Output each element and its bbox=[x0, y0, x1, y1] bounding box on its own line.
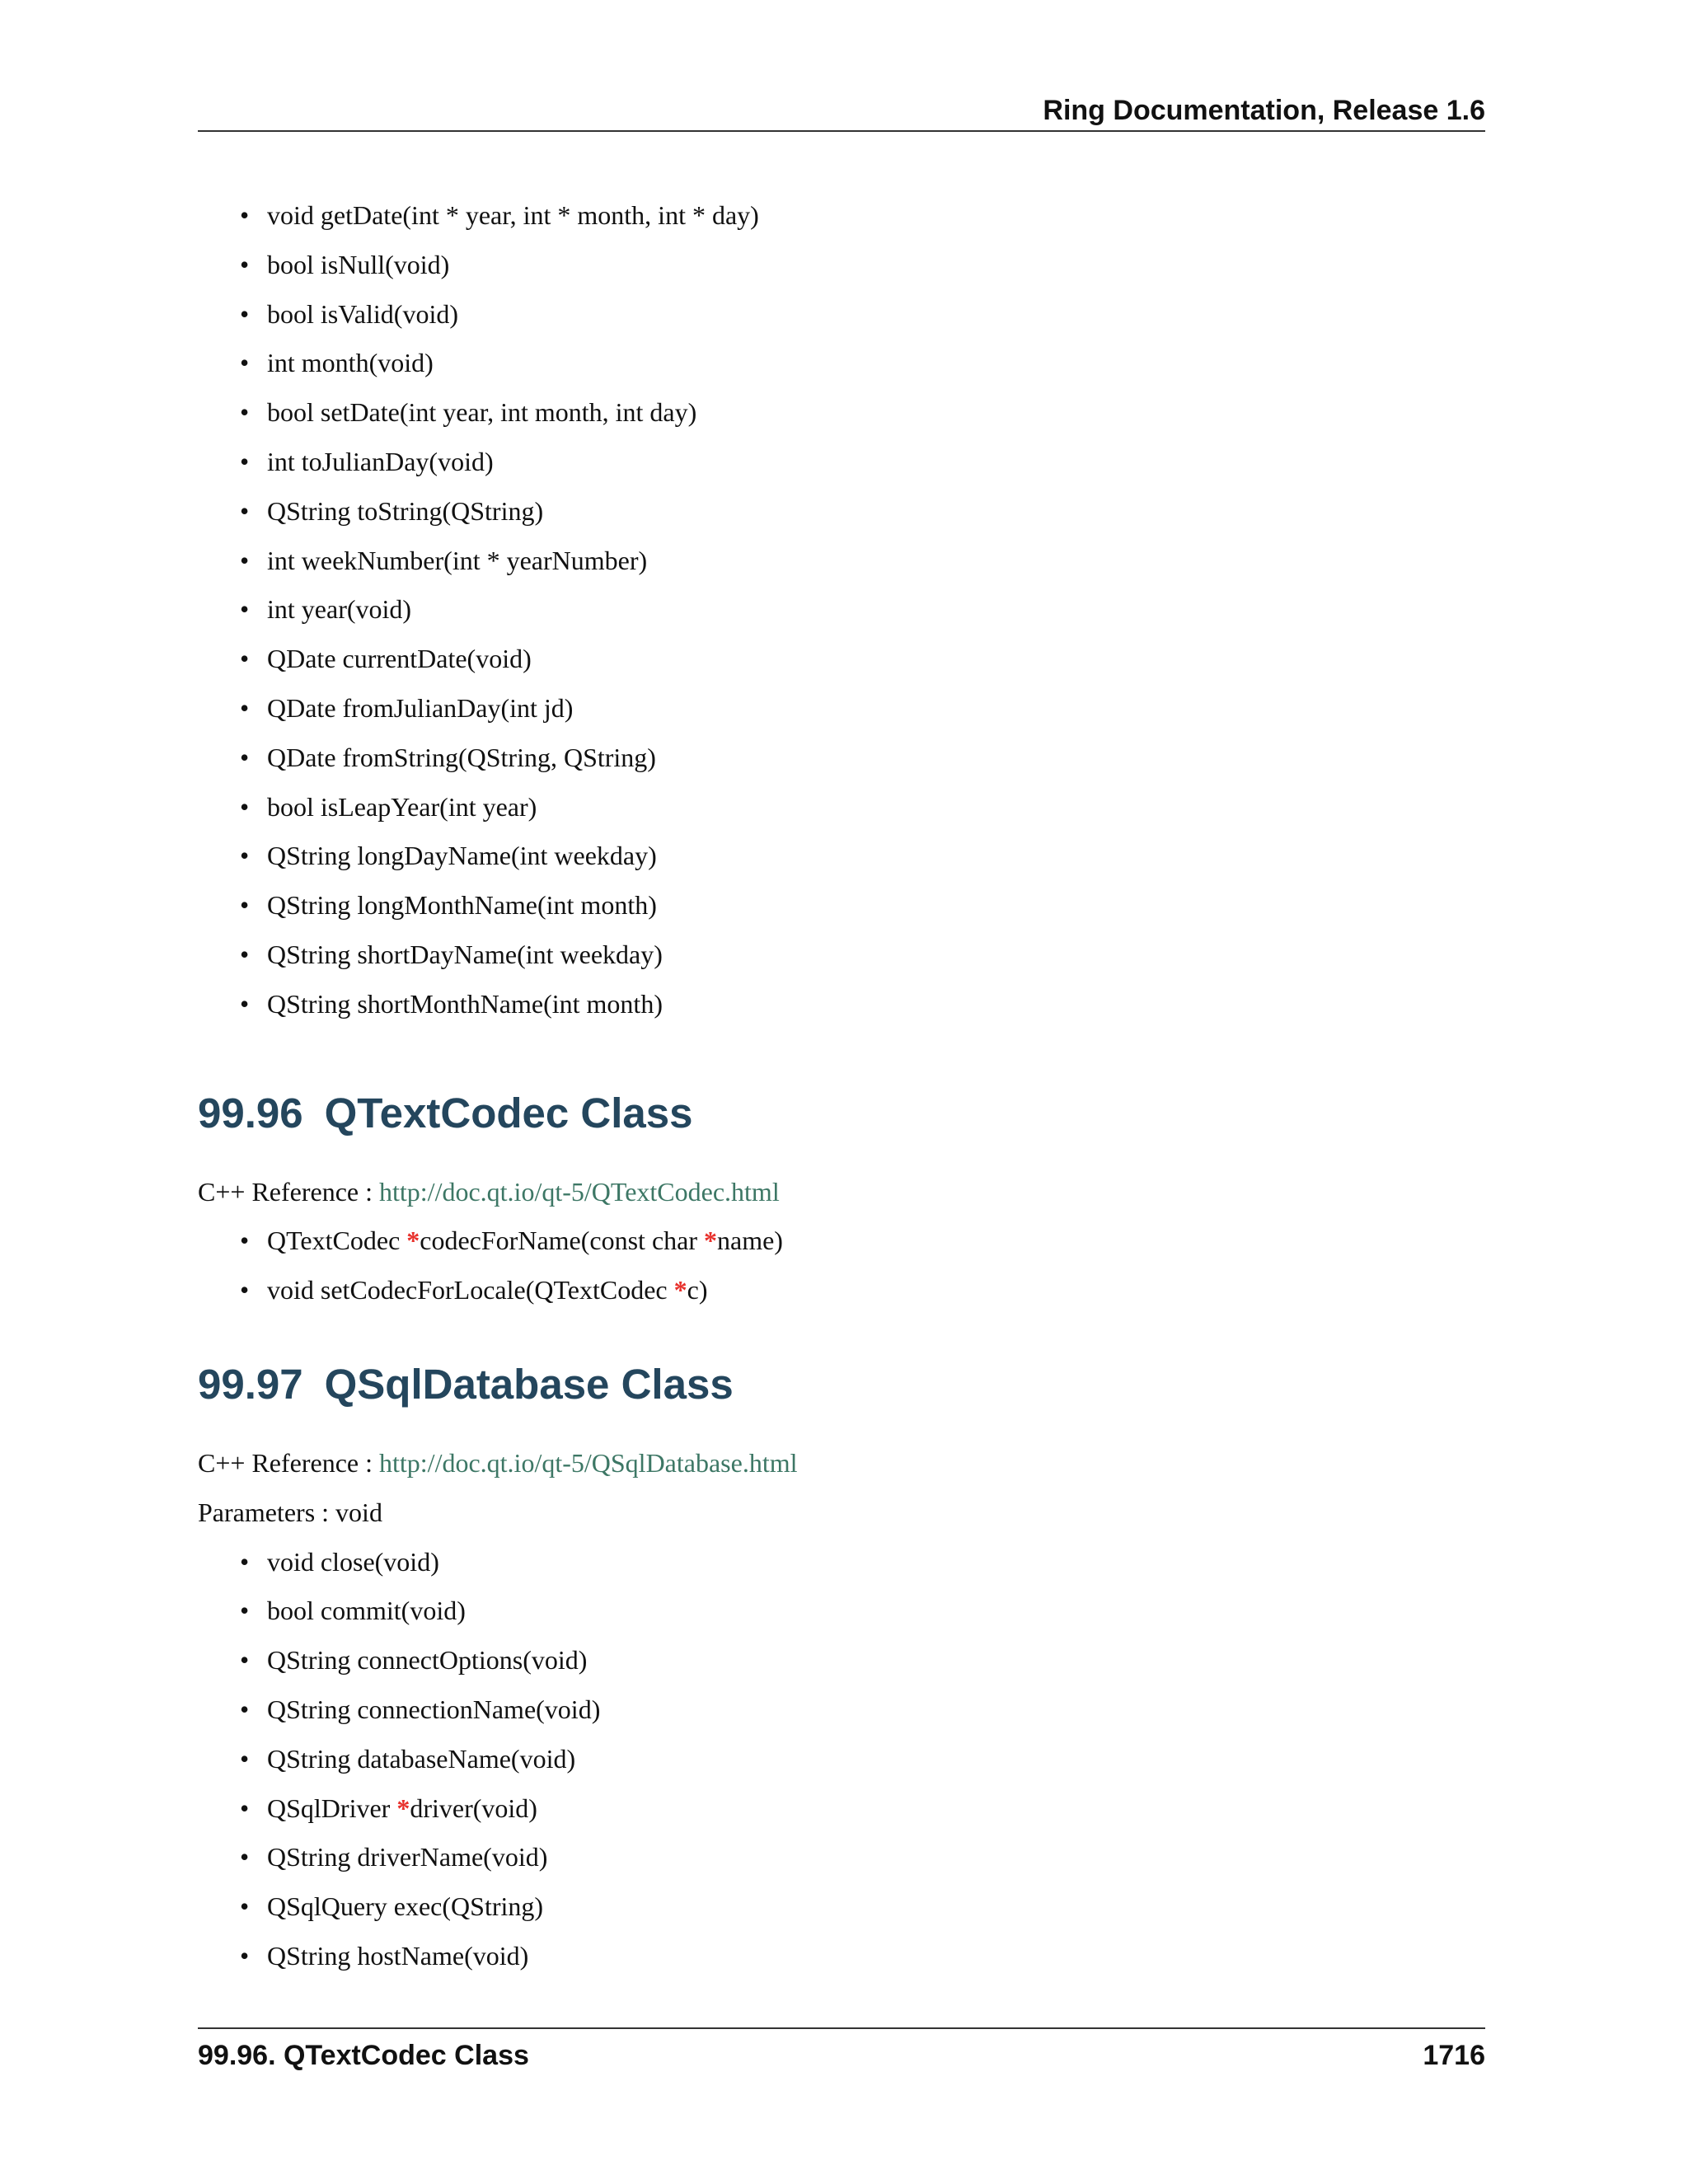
reference-label: C++ Reference : bbox=[198, 1176, 379, 1207]
qdate-method-list bbox=[198, 191, 1485, 1029]
list-item: • QString longMonthName(int month) bbox=[267, 881, 1485, 930]
qtextcodec-method-list bbox=[198, 1216, 1485, 1315]
list-item: • QString shortDayName(int weekday) bbox=[267, 930, 1485, 980]
list-item: • void getDate(int * year, int * month, int * day) bbox=[267, 191, 1485, 241]
method-text: void setCodecForLocale(QTextCodec bbox=[267, 1275, 674, 1305]
method-text: QTextCodec bbox=[267, 1226, 407, 1256]
list-item: • QDate fromJulianDay(int jd) bbox=[267, 684, 1485, 733]
list-item bbox=[267, 1784, 1485, 1834]
pointer-asterisk: * bbox=[406, 1226, 420, 1256]
list-item bbox=[267, 1266, 1485, 1315]
list-item: • QDate currentDate(void) bbox=[267, 635, 1485, 684]
section-heading-qsqldatabase bbox=[198, 1358, 1485, 1411]
list-item: • QString toString(QString) bbox=[267, 487, 1485, 537]
pointer-asterisk: * bbox=[396, 1793, 410, 1823]
qsqldatabase-method-list bbox=[198, 1538, 1485, 1981]
section-title: QSqlDatabase Class bbox=[324, 1360, 734, 1408]
pointer-asterisk: * bbox=[673, 1275, 687, 1305]
list-item: • bool isValid(void) bbox=[267, 290, 1485, 340]
list-item: • QSqlQuery exec(QString) bbox=[267, 1882, 1485, 1932]
reference-label: C++ Reference : bbox=[198, 1447, 379, 1478]
list-item: • QString driverName(void) bbox=[267, 1833, 1485, 1882]
method-text: c) bbox=[687, 1275, 708, 1305]
section-title: QTextCodec Class bbox=[324, 1089, 693, 1137]
reference-link[interactable]: http://doc.qt.io/qt-5/QSqlDatabase.html bbox=[379, 1447, 798, 1478]
section-number: 99.97 bbox=[198, 1360, 303, 1408]
list-item: • QString shortMonthName(int month) bbox=[267, 980, 1485, 1029]
list-item: • bool commit(void) bbox=[267, 1586, 1485, 1636]
footer-section: 99.96. QTextCodec Class bbox=[198, 2040, 529, 2071]
list-item: • bool isLeapYear(int year) bbox=[267, 783, 1485, 832]
page-header bbox=[198, 92, 1485, 132]
list-item: • int year(void) bbox=[267, 585, 1485, 635]
list-item: • QString connectOptions(void) bbox=[267, 1636, 1485, 1685]
section-heading-qtextcodec bbox=[198, 1087, 1485, 1140]
list-item: • bool setDate(int year, int month, int day) bbox=[267, 388, 1485, 438]
list-item: • bool isNull(void) bbox=[267, 241, 1485, 290]
list-item: • QString longDayName(int weekday) bbox=[267, 832, 1485, 881]
list-item: • int month(void) bbox=[267, 339, 1485, 388]
cpp-reference bbox=[198, 1168, 1485, 1217]
list-item: • QDate fromString(QString, QString) bbox=[267, 733, 1485, 783]
list-item: • int weekNumber(int * yearNumber) bbox=[267, 537, 1485, 586]
parameters-line: Parameters : void bbox=[198, 1497, 382, 1527]
document-title: Ring Documentation, Release 1.6 bbox=[1043, 95, 1485, 126]
cpp-reference bbox=[198, 1439, 1485, 1488]
page-number: 1716 bbox=[1423, 2040, 1485, 2071]
method-text: name) bbox=[717, 1226, 783, 1256]
method-text: codecForName(const char bbox=[420, 1226, 704, 1256]
method-text: driver(void) bbox=[410, 1793, 537, 1823]
list-item: • QString databaseName(void) bbox=[267, 1735, 1485, 1784]
list-item: • QString hostName(void) bbox=[267, 1932, 1485, 1981]
page-footer bbox=[198, 2027, 1485, 2074]
page-content bbox=[198, 191, 1485, 1981]
reference-link[interactable]: http://doc.qt.io/qt-5/QTextCodec.html bbox=[379, 1176, 780, 1207]
method-text: QSqlDriver bbox=[267, 1793, 397, 1823]
list-item: • void close(void) bbox=[267, 1538, 1485, 1587]
list-item: • int toJulianDay(void) bbox=[267, 438, 1485, 487]
section-number: 99.96 bbox=[198, 1089, 303, 1137]
list-item bbox=[267, 1216, 1485, 1266]
list-item: • QString connectionName(void) bbox=[267, 1685, 1485, 1735]
pointer-asterisk: * bbox=[704, 1226, 717, 1256]
